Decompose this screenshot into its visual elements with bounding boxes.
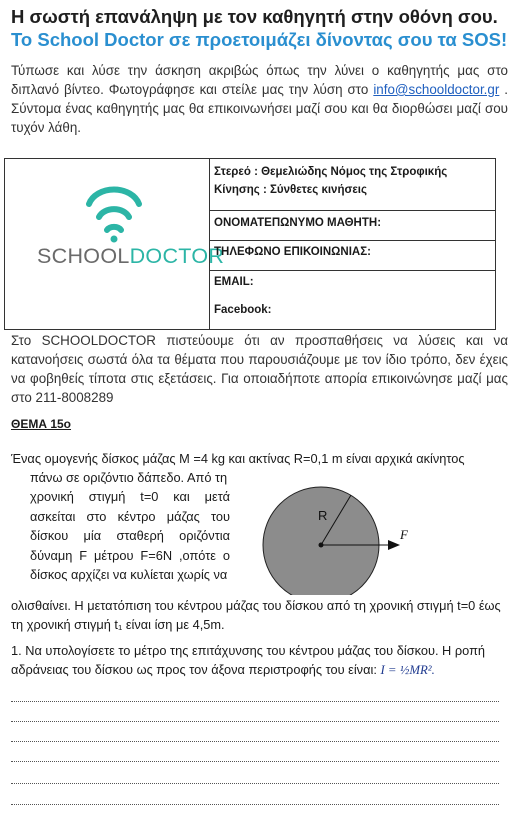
arrowhead-icon <box>388 540 400 550</box>
student-info-table <box>4 158 496 330</box>
answer-line <box>11 804 499 805</box>
answer-line <box>11 701 499 702</box>
notice-paragraph: Στο SCHOOLDOCTOR πιστεύουμε ότι αν προσπαθήσεις να λύσεις και να κατανοήσεις σωστά όλα τα θέματα που παρουσιάζουμε με τον ίδιο τρόπο, δεν έχεις να φοβηθείς τίποτα στις εξετάσεις. Για οποιαδήποτε απορία επικοινώνησε μαζί μας στο 211-8008289 <box>11 333 508 405</box>
row-divider <box>210 270 495 271</box>
problem-wrap-text: χρονική στιγμή t=0 και μετά ασκείται στο κέντρο μάζας του δίσκου μία σταθερή οριζόντια δύναμη F μέτρου F=6N ,οπότε ο δίσκος αρχίζει να κυλίεται χωρίς να <box>30 489 230 583</box>
wifi-logo-icon <box>5 159 209 249</box>
answer-line <box>11 761 499 762</box>
subject-line-1: Στερεό : Θεμελιώδης Νόμος της Στροφικής <box>214 166 448 178</box>
phone-label: ΤΗΛΕΦΩΝΟ ΕΠΙΚΟΙΝΩΝΙΑΣ: <box>214 246 371 258</box>
page-title: Η σωστή επανάληψη με τον καθηγητή στην οθόνη σου. <box>11 6 498 27</box>
intro-text-end: . Σύντομα ένας καθηγητής μας θα επικοινωνήσει μαζί σου και θα διορθώσει μαζί σου τυχόν λάθη. <box>11 82 508 135</box>
answer-line <box>11 741 499 742</box>
answer-line <box>11 783 499 784</box>
facebook-label: Facebook: <box>214 304 272 316</box>
disk-shape <box>263 487 379 595</box>
question-1-text: 1. Να υπολογίσετε το μέτρο της επιτάχυνσης του κέντρου μάζας του δίσκου. Η ροπή αδράνειας του δίσκου ως προς τον άξονα περιστροφής του είναι: <box>11 643 486 677</box>
problem-line-1: Ένας ομογενής δίσκος μάζας M =4 kg και ακτίνας R=0,1 m είναι αρχικά ακίνητος <box>11 451 465 466</box>
inertia-formula: I = ½MR². <box>380 663 435 677</box>
intro-paragraph <box>11 61 508 137</box>
row-divider <box>210 210 495 211</box>
answer-line <box>11 721 499 722</box>
logo-wordmark: SCHOOLDOCTOR <box>37 244 225 268</box>
intro-text: Τύπωσε και λύσε την άσκηση ακριβώς όπως την λύνει ο καθηγητής μας στο διπλανό βίντεο. Φωτογράφησε και στείλε μας την λύση στο <box>11 63 508 97</box>
problem-line-2: πάνω σε οριζόντιο δάπεδο. Από τη <box>30 470 228 485</box>
page-subtitle: Το School Doctor σε προετοιμάζει δίνοντας σου τα SOS! <box>11 29 508 50</box>
email-label: EMAIL: <box>214 276 254 288</box>
problem-continuation: ολισθαίνει. Η μετατόπιση του κέντρου μάζας του δίσκου από τη χρονική στιγμή t=0 έως τη χρονική στιγμή t₁ είναι ίση με 4,5m. <box>11 598 501 632</box>
name-label: ΟΝΟΜΑΤΕΠΩΝΥΜΟ ΜΑΘΗΤΗ: <box>214 217 382 229</box>
row-divider <box>210 240 495 241</box>
logo-cell <box>5 159 225 329</box>
email-link[interactable]: info@schooldoctor.gr <box>373 82 500 97</box>
problem-heading: ΘΕΜΑ 15ο <box>11 417 72 431</box>
rolling-disk-figure <box>232 470 502 595</box>
force-label: F <box>400 527 408 542</box>
question-1 <box>11 641 508 680</box>
radius-label: R <box>318 508 328 523</box>
subject-cell <box>210 163 495 199</box>
subject-line-2: Κίνησης : Σύνθετες κινήσεις <box>214 184 367 196</box>
